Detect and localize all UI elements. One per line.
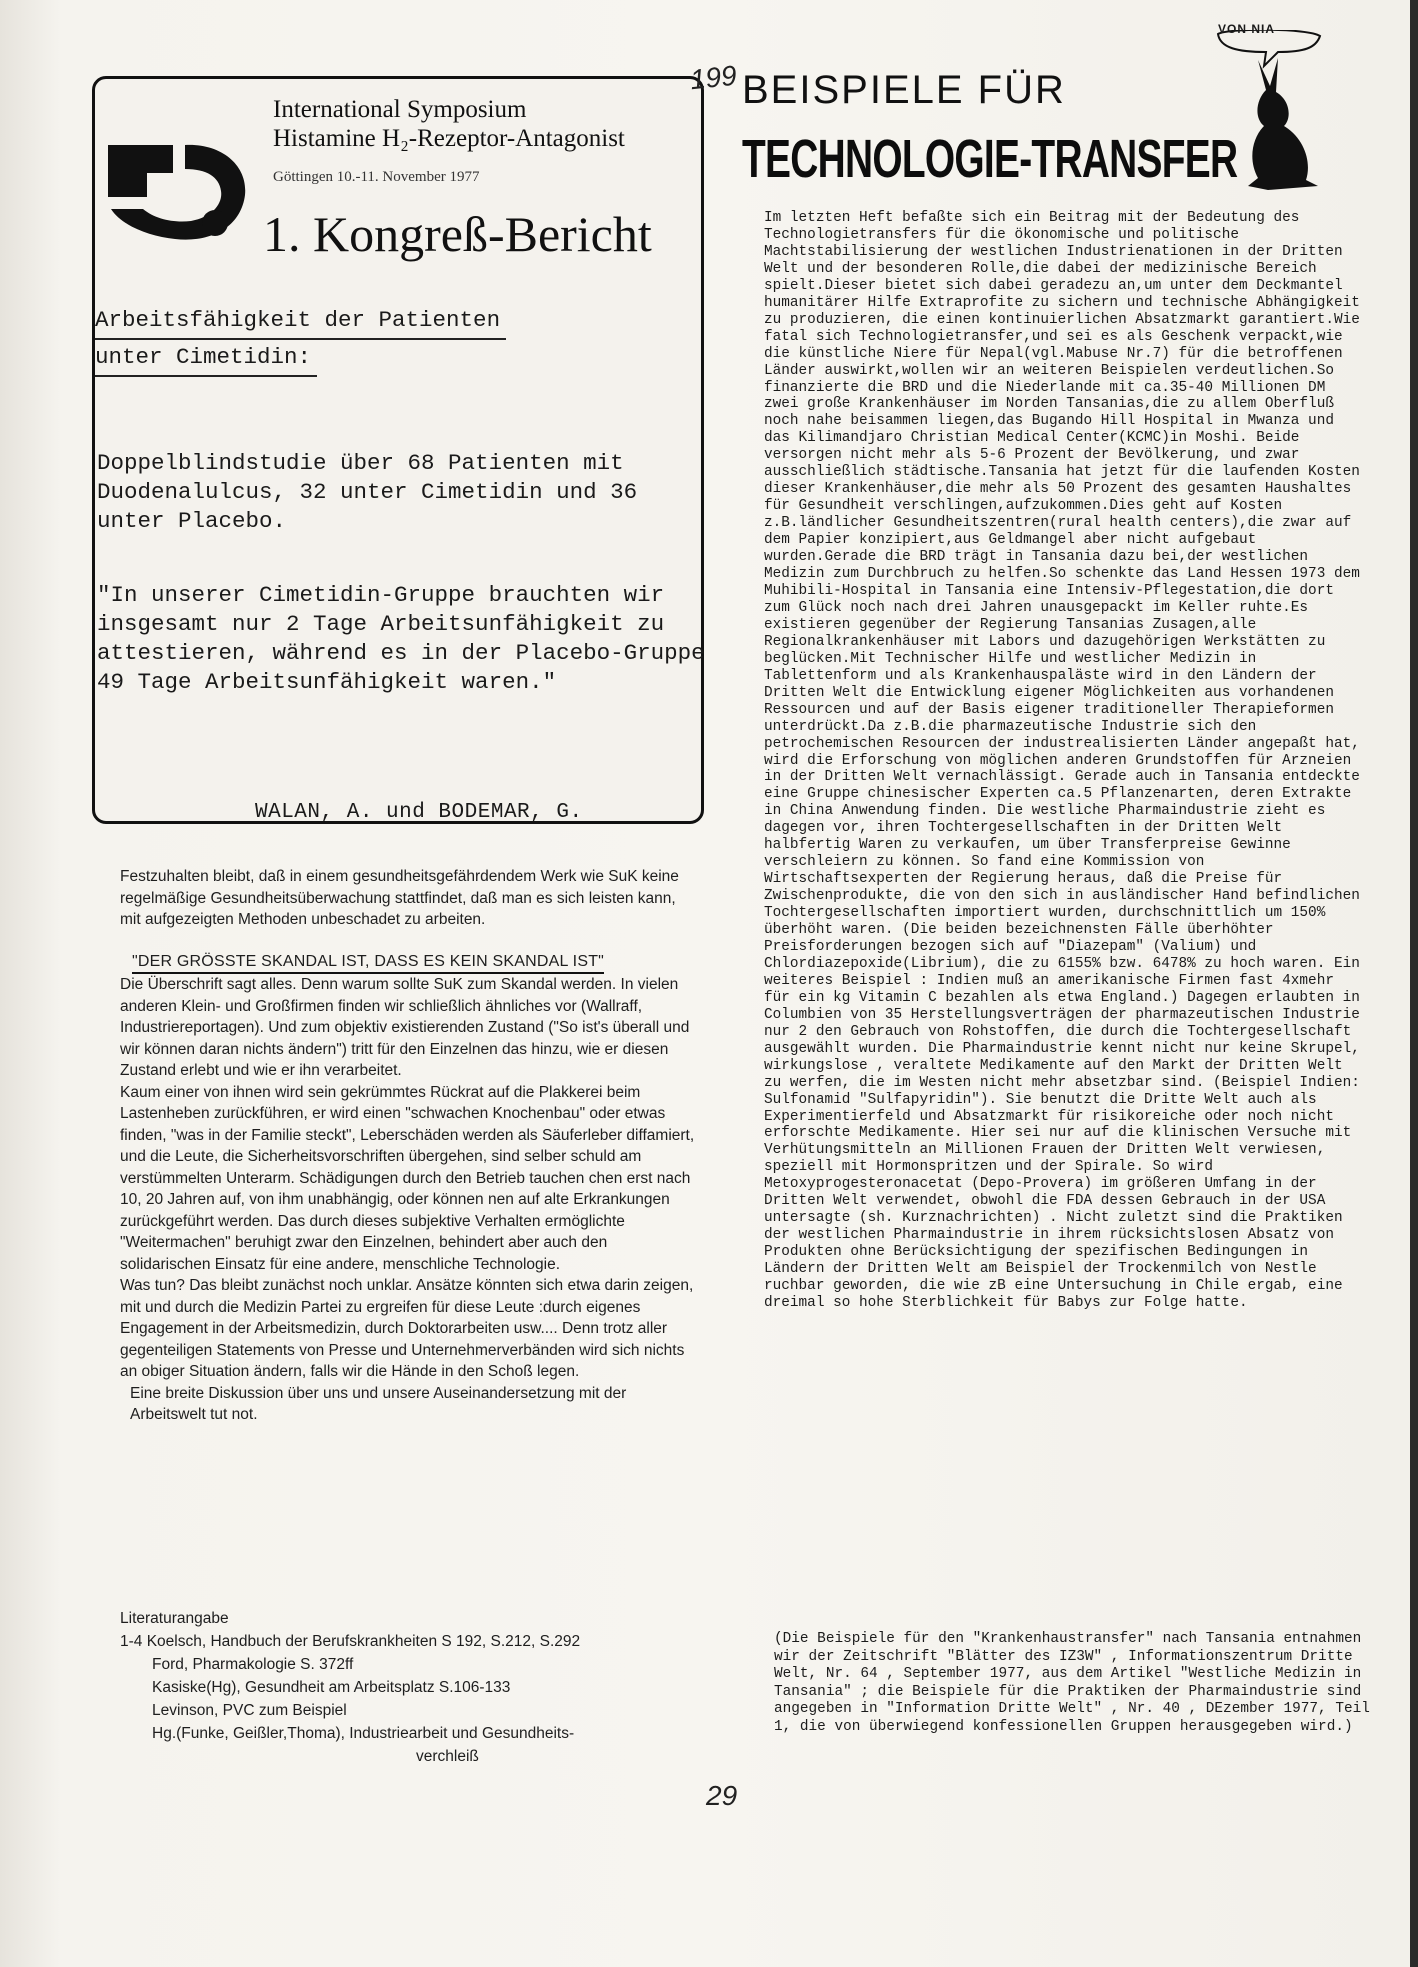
ad-heading: Arbeitsfähigkeit der Patienten unter Cimetidin: <box>95 303 506 377</box>
ad-study-text: Doppelblindstudie über 68 Patienten mit Duodenalulcus, 32 unter Cimetidin und 36 unter Placebo. <box>97 450 638 534</box>
literature-item: 1-4 Koelsch, Handbuch der Berufskrankheiten S 192, S.212, S.292 <box>120 1633 581 1650</box>
literature-item: Levinson, PVC zum Beispiel <box>152 1702 347 1719</box>
literature-list <box>120 1607 720 1768</box>
right-article-note: (Die Beispiele für den "Krankenhaustransfer" nach Tansania entnahmen wir der Zeitschrift "Blätter des IZ3W" , Informationszentrum Dritte Welt, Nr. 64 , September 1977, aus dem Artikel "Westliche Medizin in Tansania" ; die Beispiele für die Praktiken der Pharmaindustrie sind angegeben in "Information Dritte Welt" , Nr. 40 , DEzember 1977, Teil 1, die von überwiegend konfessionellen Gruppen herausgegeben wird.) <box>774 1631 1370 1735</box>
literature-item: verchleiß <box>416 1748 479 1765</box>
symposium-date: Göttingen 10.-11. November 1977 <box>273 169 480 185</box>
left-article <box>120 866 700 1426</box>
handwritten-number: 199 <box>688 59 739 96</box>
ad-quote-text: "In unserer Cimetidin-Gruppe brauchten wir insgesamt nur 2 Tage Arbeitsunfähigkeit zu attestieren, während es in der Placebo-Gruppe 49 Tage Arbeitsunfähigkeit waren." <box>97 582 705 695</box>
right-article-body <box>764 210 1364 1312</box>
left-body-1: Die Überschrift sagt alles. Denn warum sollte SuK zum Skandal werden. In vielen anderen Klein- und Großfirmen finden wir schließlich ähnliches vor (Wallraff, Industriereportagen). Und zum objektiv existierenden Zustand ("So ist's überall und wir können daran nichts ändern") tritt für den Einzelnen das hinzu, wie er diesen Zustand erlebt und wie er ihn verarbeitet. <box>120 976 690 1079</box>
article-title-line2: TECHNOLOGIE-TRANSFER <box>742 129 1238 189</box>
left-intro: Festzuhalten bleibt, daß in einem gesundheitsgefährdendem Werk wie SuK keine regelmäßige Gesundheitsüberwachung stattfindet, daß man es sich leisten kann, mit aufgezeigten Methoden unbeschadet zu arbeiten. <box>120 868 679 928</box>
skandal-heading: "DER GRÖSSTE SKANDAL IST, DASS ES KEIN SKANDAL IST" <box>132 951 604 975</box>
literature-title: Literaturangabe <box>120 1610 229 1627</box>
article-title-line1: BEISPIELE FÜR <box>742 68 1066 112</box>
left-body-2: Kaum einer von ihnen wird sein gekrümmtes Rückrat auf die Plakkerei beim Lastenheben zurückführen, er wird einen "schwachen Knochenbau" oder etwas finden, "was in der Familie steckt", Leberschäden werden als Säuferleber diffamiert, und die Leute, die Sicherheitsvorschriften übergehen, sind selber schuld am verstümmelten Unterarm. Schädigungen durch den Betrieb tauchen chen erst nach 10, 20 Jahren auf, von ihm unabhängig, oder können nen auf alte Erkrankungen zurückgeführt werden. Das durch dieses subjektive Verhalten ermöglichte "Weitermachen" beruhigt zwar den Einzelnen, behindert aber auch den solidarischen Einsatz für eine andere, menschliche Technologie. <box>120 1083 695 1273</box>
kongress-title: 1. Kongreß-Bericht <box>263 206 652 262</box>
literature-item: Hg.(Funke, Geißler,Thoma), Industriearbeit und Gesundheits- <box>152 1725 575 1742</box>
page-number: 29 <box>706 1780 738 1811</box>
rabbit-illustration-icon <box>1208 30 1328 200</box>
literature-item: Ford, Pharmakologie S. 372ff <box>152 1656 354 1673</box>
symposium-logo-icon <box>103 135 253 245</box>
scan-edge <box>1410 0 1418 1967</box>
left-body-3: Was tun? Das bleibt zunächst noch unklar. Ansätze könnten sich etwa darin zeigen, mit und durch die Medizin Partei zu ergreifen für diese Leute :durch eigenes Engagement in der Arbeitsmedizin, durch Doktorarbeiten usw.... Denn trotz aller gegenteiligen Statements von Presse und Unternehmerverbänden wird sich nichts an obiger Situation ändern, falls wir die Hände in den Schoß legen. <box>120 1277 694 1380</box>
speech-bubble-text: VON NIA <box>1218 22 1276 36</box>
symposium-ad-box <box>92 76 704 824</box>
left-body-4: Eine breite Diskussion über uns und unsere Auseinandersetzung mit der Arbeitswelt tut not. <box>130 1384 627 1423</box>
symposium-title: International Symposium Histamine H₂-Rezeptor-Antagonist <box>273 96 625 152</box>
literature-item: Kasiske(Hg), Gesundheit am Arbeitsplatz S.106-133 <box>152 1679 511 1696</box>
ad-author: WALAN, A. und BODEMAR, G. <box>255 801 583 824</box>
right-body-text: Im letzten Heft befaßte sich ein Beitrag mit der Bedeutung des Technologietransfers für die ökonomische und politische Machtstabilisierung der westlichen Industrienationen in der Dritten Welt und der besonderen Rolle,die dabei der medizinische Bereich spielt.Dieser bietet sich dabei geradezu an,um unter dem Deckmantel humanitärer Hilfe Extraprofite zu sichern und technische Abhängigkeit zu produzieren, die einen kontinuierlichen Absatzmarkt garantiert.Wie fatal sich Technologietransfer,und sei es als Geschenk verpackt,wie die künstliche Niere für Nepal(vgl.Mabuse Nr.7) für die betroffenen Länder auswirkt,wollen wir an weiteren Beispielen verdeutlichen.So finanzierte die BRD und die Niederlande mit ca.35-40 Millionen DM zwei große Krankenhäuser im Norden Tansanias,die zu allem Oberfluß noch nahe beisammen liegen,das Bugando Hill Hospital in Mwanza und das Kilimandjaro Christian Medical Center(KCMC)in Moshi. Beide versorgen nicht mehr als 5-6 Prozent der Bevölkerung, und zwar ausschließlich städtische.Tansania hat jetzt für die laufenden Kosten dieser Krankenhäuser,die mehr als 50 Prozent des gesamten Haushaltes für Gesundheit verschlingen,aufzukommen.Dies geht auf Kosten z.B.ländlicher Gesundheitszentren(rural health centers),die zwar auf dem Papier konzipiert,aus Geldmangel aber nicht aufgebaut wurden.Gerade die BRD trägt in Tansania dazu bei,der westlichen Medizin zum Durchbruch zu helfen.So schenkte das Land Hessen 1973 dem Muhibili-Hospital in Tansania eine Intensiv-Pflegestation,die dort zum Glück noch nach drei Jahren unausgepackt im Keller ruhte.Es existieren gegenüber der Regierung Tansanias Zusagen,alle Regionalkrankenhäuser mit Labors und dazugehörigen Werkstätten zu beglücken.Mit Technischer Hilfe und westlicher Medizin in Tablettenform und als Krankenhauspaläste wird in den Ländern der Dritten Welt die Entwicklung eigener Möglichkeiten aus vorhandenen Ressourcen und auf der Basis eigener traditioneller Therapieformen unterdrückt.Da z.B.die pharmazeutische Industrie sich den petrochemischen Resourcen der industrealisierten Länder angepaßt hat, wird die Erforschung von möglichen anderen Grundstoffen für Arzneien in der Dritten Welt vernachlässigt. Gerade auch in Tansania entdeckte eine Gruppe chinesischer Experten ca.5 Pflanzenarten, deren Extrakte in China Anwendung finden. Die westliche Pharmaindustrie zieht es dagegen vor, ihren Tochtergesellschaften in der Dritten Welt halbfertig Waren zu verkaufen, um über Transferpreise Gewinne verschleiern zu können. So fand eine Kommission von Wirtschaftsexperten der Regierung heraus, daß die Preise für Zwischenprodukte, die von den sich in ausländischer Hand befindlichen Tochtergesellschaften importiert wurden, durchschnittlich um 150% überhöht waren. (Die beiden bezeichnensten Fälle überhöhter Preisforderungen bezogen sich auf "Diazepam" (Valium) und Chlordiazepoxide(Librium), die zu 6155% bzw. 6478% zu hoch waren. Ein weiteres Beispiel : Indien muß an amerikanische Firmen fast 4xmehr für ein kg Vitamin C bezahlen als etwa England.) Dagegen erlaubten in Columbien von 35 Herstellungsverträgen der pharmazeutischen Industrie nur 2 den Gebrauch von Rohstoffen, die durch die Tochtergesellschaft ausgewählt wurden. Die Pharmaindustrie kennt nicht nur keine Skrupel, wirkungslose , veraltete Medikamente auf den Markt der Dritten Welt zu werfen, die im Westen nicht mehr absetzbar sind. (Beispiel Indien: Sulfonamid "Sulfapyridin"). Sie benutzt die Dritte Welt auch als Experimentierfeld und Absatzmarkt für risikoreiche oder noch nicht erforschte Medikamente. Hier sei nur auf die klinischen Versuche mit Verhütungsmitteln an Millionen Frauen der Dritten Welt verwiesen, speziell mit Hormonspritzen und der Spirale. So wird Metoxyprogesteronacetat (Depo-Provera) im größeren Umfang in der Dritten Welt verwendet, obwohl die FDA dessen Gebrauch in der USA untersagte (sh. Kurznachrichten) . Nicht zuletzt sind die Praktiken der westlichen Pharmaindustrie in ihrem rücksichtslosen Absatz von Produkten ohne Berücksichtigung der spezifischen Bedingungen in Ländern der Dritten Welt am Beispiel der Trockenmilch von Nestle ruchbar geworden, die wie zB eine Untersuchung in Chile ergab, eine dreimal so hohe Sterblichkeit für Babys zur Folge hatte. <box>764 210 1360 1311</box>
